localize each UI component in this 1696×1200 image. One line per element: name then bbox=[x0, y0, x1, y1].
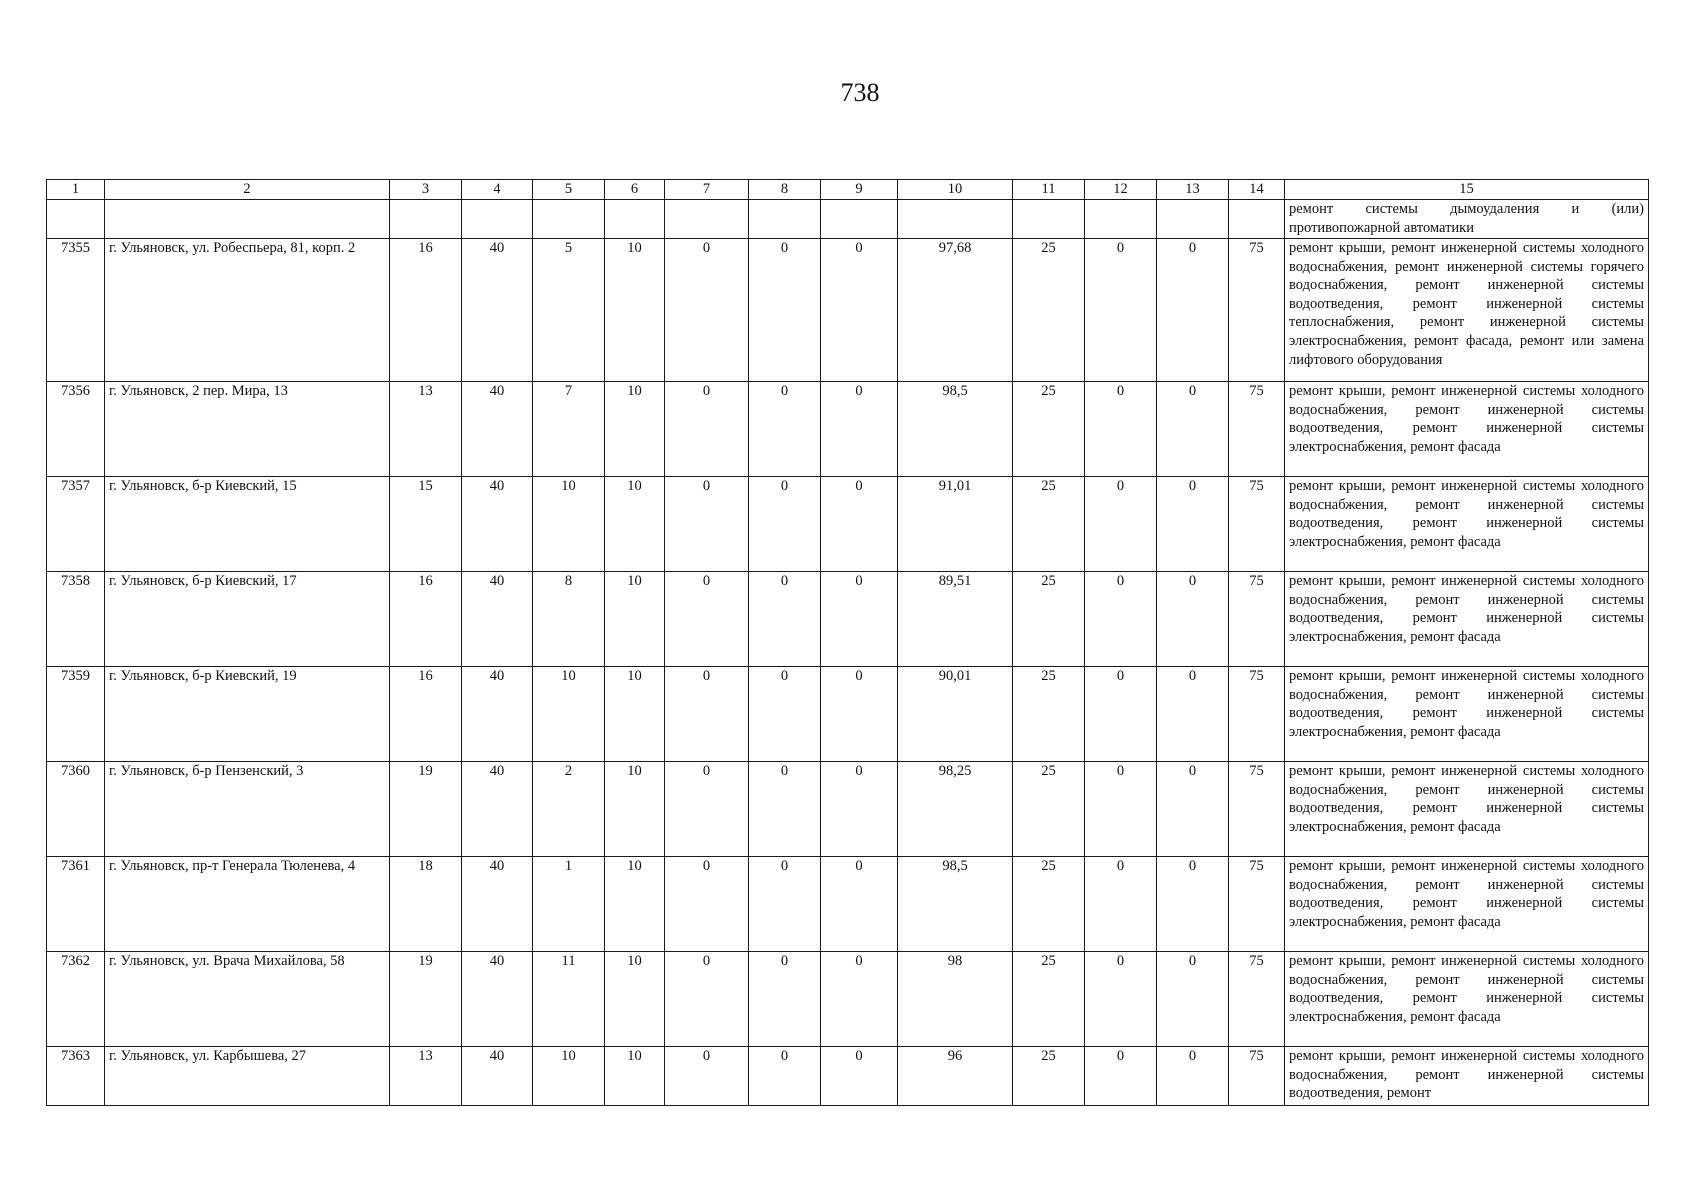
value-cell: 13 bbox=[390, 1047, 462, 1106]
value-cell: 0 bbox=[1085, 572, 1157, 667]
header-cell: 10 bbox=[898, 180, 1013, 200]
value-cell: 0 bbox=[1085, 477, 1157, 572]
empty-cell bbox=[47, 200, 105, 239]
value-cell: 25 bbox=[1013, 667, 1085, 762]
value-cell: 0 bbox=[1085, 667, 1157, 762]
page-number: 738 bbox=[840, 78, 880, 107]
address-cell: г. Ульяновск, б-р Пензенский, 3 bbox=[105, 762, 390, 857]
header-cell: 3 bbox=[390, 180, 462, 200]
value-cell: 7 bbox=[533, 382, 605, 477]
value-cell: 25 bbox=[1013, 239, 1085, 382]
value-cell: 25 bbox=[1013, 477, 1085, 572]
address-cell: г. Ульяновск, б-р Киевский, 15 bbox=[105, 477, 390, 572]
value-cell: 10 bbox=[605, 382, 665, 477]
value-cell: 75 bbox=[1229, 1047, 1285, 1106]
row-id-cell: 7359 bbox=[47, 667, 105, 762]
works-cell: ремонт крыши, ремонт инженерной системы холодного водоснабжения, ремонт инженерной системы водоотведения, ремонт bbox=[1285, 1047, 1649, 1106]
value-cell: 98 bbox=[898, 952, 1013, 1047]
value-cell: 0 bbox=[1085, 1047, 1157, 1106]
value-cell: 0 bbox=[1085, 762, 1157, 857]
table-body bbox=[47, 239, 1649, 1106]
value-cell: 75 bbox=[1229, 382, 1285, 477]
value-cell: 0 bbox=[1157, 239, 1229, 382]
address-cell: г. Ульяновск, пр-т Генерала Тюленева, 4 bbox=[105, 857, 390, 952]
value-cell: 2 bbox=[533, 762, 605, 857]
value-cell: 16 bbox=[390, 239, 462, 382]
value-cell: 0 bbox=[749, 572, 821, 667]
value-cell: 91,01 bbox=[898, 477, 1013, 572]
row-id-cell: 7355 bbox=[47, 239, 105, 382]
value-cell: 98,5 bbox=[898, 857, 1013, 952]
header-cell: 6 bbox=[605, 180, 665, 200]
value-cell: 0 bbox=[749, 952, 821, 1047]
value-cell: 0 bbox=[1085, 382, 1157, 477]
empty-cell bbox=[462, 200, 533, 239]
value-cell: 0 bbox=[665, 239, 749, 382]
value-cell: 19 bbox=[390, 762, 462, 857]
value-cell: 40 bbox=[462, 477, 533, 572]
works-cell: ремонт крыши, ремонт инженерной системы холодного водоснабжения, ремонт инженерной системы водоотведения, ремонт инженерной системы электроснабжения, ремонт фасада bbox=[1285, 952, 1649, 1047]
value-cell: 5 bbox=[533, 239, 605, 382]
value-cell: 25 bbox=[1013, 572, 1085, 667]
value-cell: 75 bbox=[1229, 857, 1285, 952]
row-id-cell: 7357 bbox=[47, 477, 105, 572]
value-cell: 98,25 bbox=[898, 762, 1013, 857]
value-cell: 0 bbox=[821, 667, 898, 762]
value-cell: 25 bbox=[1013, 1047, 1085, 1106]
value-cell: 0 bbox=[821, 572, 898, 667]
header-cell: 13 bbox=[1157, 180, 1229, 200]
address-cell: г. Ульяновск, б-р Киевский, 19 bbox=[105, 667, 390, 762]
value-cell: 0 bbox=[665, 762, 749, 857]
value-cell: 40 bbox=[462, 857, 533, 952]
table-row bbox=[47, 239, 1649, 382]
value-cell: 0 bbox=[821, 857, 898, 952]
row-id-cell: 7358 bbox=[47, 572, 105, 667]
value-cell: 25 bbox=[1013, 952, 1085, 1047]
value-cell: 0 bbox=[821, 382, 898, 477]
header-cell: 12 bbox=[1085, 180, 1157, 200]
value-cell: 40 bbox=[462, 1047, 533, 1106]
value-cell: 40 bbox=[462, 667, 533, 762]
header-cell: 1 bbox=[47, 180, 105, 200]
value-cell: 16 bbox=[390, 667, 462, 762]
value-cell: 0 bbox=[821, 952, 898, 1047]
value-cell: 0 bbox=[1085, 952, 1157, 1047]
header-cell: 7 bbox=[665, 180, 749, 200]
table-row bbox=[47, 477, 1649, 572]
value-cell: 90,01 bbox=[898, 667, 1013, 762]
empty-cell bbox=[533, 200, 605, 239]
empty-cell bbox=[1229, 200, 1285, 239]
value-cell: 0 bbox=[1157, 667, 1229, 762]
value-cell: 0 bbox=[749, 857, 821, 952]
value-cell: 89,51 bbox=[898, 572, 1013, 667]
value-cell: 0 bbox=[665, 857, 749, 952]
works-cell: ремонт крыши, ремонт инженерной системы холодного водоснабжения, ремонт инженерной системы водоотведения, ремонт инженерной системы электроснабжения, ремонт фасада bbox=[1285, 857, 1649, 952]
value-cell: 0 bbox=[1085, 857, 1157, 952]
header-row bbox=[47, 180, 1649, 200]
value-cell: 75 bbox=[1229, 239, 1285, 382]
header-cell: 8 bbox=[749, 180, 821, 200]
value-cell: 75 bbox=[1229, 477, 1285, 572]
works-cell: ремонт крыши, ремонт инженерной системы холодного водоснабжения, ремонт инженерной системы водоотведения, ремонт инженерной системы электроснабжения, ремонт фасада bbox=[1285, 762, 1649, 857]
value-cell: 40 bbox=[462, 382, 533, 477]
table-row bbox=[47, 857, 1649, 952]
value-cell: 11 bbox=[533, 952, 605, 1047]
value-cell: 0 bbox=[749, 762, 821, 857]
row-id-cell: 7361 bbox=[47, 857, 105, 952]
value-cell: 25 bbox=[1013, 857, 1085, 952]
empty-cell bbox=[821, 200, 898, 239]
value-cell: 96 bbox=[898, 1047, 1013, 1106]
table-row bbox=[47, 762, 1649, 857]
header-cell: 15 bbox=[1285, 180, 1649, 200]
works-cell: ремонт крыши, ремонт инженерной системы холодного водоснабжения, ремонт инженерной системы горячего водоснабжения, ремонт инженерной системы водоотведения, ремонт инженерной системы теплоснабжения, ремонт инженерной системы электроснабжения, ремонт фасада, ремонт или замена лифтового оборудования bbox=[1285, 239, 1649, 382]
value-cell: 15 bbox=[390, 477, 462, 572]
value-cell: 97,68 bbox=[898, 239, 1013, 382]
value-cell: 0 bbox=[821, 477, 898, 572]
value-cell: 0 bbox=[821, 762, 898, 857]
header-cell: 14 bbox=[1229, 180, 1285, 200]
value-cell: 40 bbox=[462, 572, 533, 667]
empty-cell bbox=[605, 200, 665, 239]
value-cell: 0 bbox=[665, 667, 749, 762]
value-cell: 10 bbox=[605, 477, 665, 572]
value-cell: 10 bbox=[605, 1047, 665, 1106]
empty-cell bbox=[898, 200, 1013, 239]
value-cell: 19 bbox=[390, 952, 462, 1047]
empty-cell bbox=[1157, 200, 1229, 239]
value-cell: 0 bbox=[821, 1047, 898, 1106]
table-row bbox=[47, 667, 1649, 762]
value-cell: 10 bbox=[605, 857, 665, 952]
value-cell: 25 bbox=[1013, 762, 1085, 857]
table-row bbox=[47, 952, 1649, 1047]
value-cell: 13 bbox=[390, 382, 462, 477]
value-cell: 75 bbox=[1229, 572, 1285, 667]
value-cell: 25 bbox=[1013, 382, 1085, 477]
value-cell: 75 bbox=[1229, 762, 1285, 857]
row-id-cell: 7360 bbox=[47, 762, 105, 857]
header-cell: 9 bbox=[821, 180, 898, 200]
value-cell: 10 bbox=[605, 572, 665, 667]
empty-cell bbox=[105, 200, 390, 239]
header-cell: 2 bbox=[105, 180, 390, 200]
works-cell: ремонт крыши, ремонт инженерной системы холодного водоснабжения, ремонт инженерной системы водоотведения, ремонт инженерной системы электроснабжения, ремонт фасада bbox=[1285, 477, 1649, 572]
empty-cell bbox=[749, 200, 821, 239]
empty-cell bbox=[1085, 200, 1157, 239]
header-cell: 5 bbox=[533, 180, 605, 200]
value-cell: 98,5 bbox=[898, 382, 1013, 477]
row-id-cell: 7362 bbox=[47, 952, 105, 1047]
value-cell: 0 bbox=[665, 382, 749, 477]
works-cell: ремонт крыши, ремонт инженерной системы холодного водоснабжения, ремонт инженерной системы водоотведения, ремонт инженерной системы электроснабжения, ремонт фасада bbox=[1285, 667, 1649, 762]
value-cell: 0 bbox=[749, 667, 821, 762]
value-cell: 10 bbox=[533, 667, 605, 762]
empty-cell bbox=[1013, 200, 1085, 239]
value-cell: 0 bbox=[821, 239, 898, 382]
address-cell: г. Ульяновск, б-р Киевский, 17 bbox=[105, 572, 390, 667]
value-cell: 0 bbox=[1157, 857, 1229, 952]
value-cell: 75 bbox=[1229, 952, 1285, 1047]
value-cell: 10 bbox=[533, 477, 605, 572]
value-cell: 0 bbox=[665, 477, 749, 572]
header-cell: 4 bbox=[462, 180, 533, 200]
continuation-row bbox=[47, 200, 1649, 239]
value-cell: 0 bbox=[1157, 952, 1229, 1047]
table-row bbox=[47, 1047, 1649, 1106]
value-cell: 40 bbox=[462, 239, 533, 382]
works-cell: ремонт крыши, ремонт инженерной системы холодного водоснабжения, ремонт инженерной системы водоотведения, ремонт инженерной системы электроснабжения, ремонт фасада bbox=[1285, 572, 1649, 667]
value-cell: 0 bbox=[1157, 382, 1229, 477]
value-cell: 0 bbox=[1085, 239, 1157, 382]
value-cell: 16 bbox=[390, 572, 462, 667]
value-cell: 0 bbox=[1157, 762, 1229, 857]
value-cell: 1 bbox=[533, 857, 605, 952]
address-cell: г. Ульяновск, ул. Карбышева, 27 bbox=[105, 1047, 390, 1106]
row-id-cell: 7356 bbox=[47, 382, 105, 477]
address-cell: г. Ульяновск, ул. Врача Михайлова, 58 bbox=[105, 952, 390, 1047]
value-cell: 0 bbox=[749, 239, 821, 382]
header-cell: 11 bbox=[1013, 180, 1085, 200]
value-cell: 10 bbox=[605, 667, 665, 762]
value-cell: 0 bbox=[665, 572, 749, 667]
value-cell: 75 bbox=[1229, 667, 1285, 762]
works-cell: ремонт крыши, ремонт инженерной системы холодного водоснабжения, ремонт инженерной системы водоотведения, ремонт инженерной системы электроснабжения, ремонт фасада bbox=[1285, 382, 1649, 477]
value-cell: 10 bbox=[605, 762, 665, 857]
row-id-cell: 7363 bbox=[47, 1047, 105, 1106]
value-cell: 0 bbox=[1157, 1047, 1229, 1106]
repair-table bbox=[46, 179, 1649, 1106]
value-cell: 40 bbox=[462, 762, 533, 857]
value-cell: 0 bbox=[665, 952, 749, 1047]
works-cell: ремонт системы дымоудаления и (или) противопожарной автоматики bbox=[1285, 200, 1649, 239]
value-cell: 10 bbox=[605, 239, 665, 382]
table-row bbox=[47, 572, 1649, 667]
address-cell: г. Ульяновск, ул. Робеспьера, 81, корп. 2 bbox=[105, 239, 390, 382]
value-cell: 18 bbox=[390, 857, 462, 952]
value-cell: 10 bbox=[605, 952, 665, 1047]
address-cell: г. Ульяновск, 2 пер. Мира, 13 bbox=[105, 382, 390, 477]
value-cell: 10 bbox=[533, 1047, 605, 1106]
value-cell: 8 bbox=[533, 572, 605, 667]
empty-cell bbox=[665, 200, 749, 239]
table-row bbox=[47, 382, 1649, 477]
value-cell: 0 bbox=[749, 477, 821, 572]
value-cell: 40 bbox=[462, 952, 533, 1047]
value-cell: 0 bbox=[1157, 477, 1229, 572]
value-cell: 0 bbox=[1157, 572, 1229, 667]
value-cell: 0 bbox=[749, 1047, 821, 1106]
value-cell: 0 bbox=[665, 1047, 749, 1106]
value-cell: 0 bbox=[749, 382, 821, 477]
empty-cell bbox=[390, 200, 462, 239]
